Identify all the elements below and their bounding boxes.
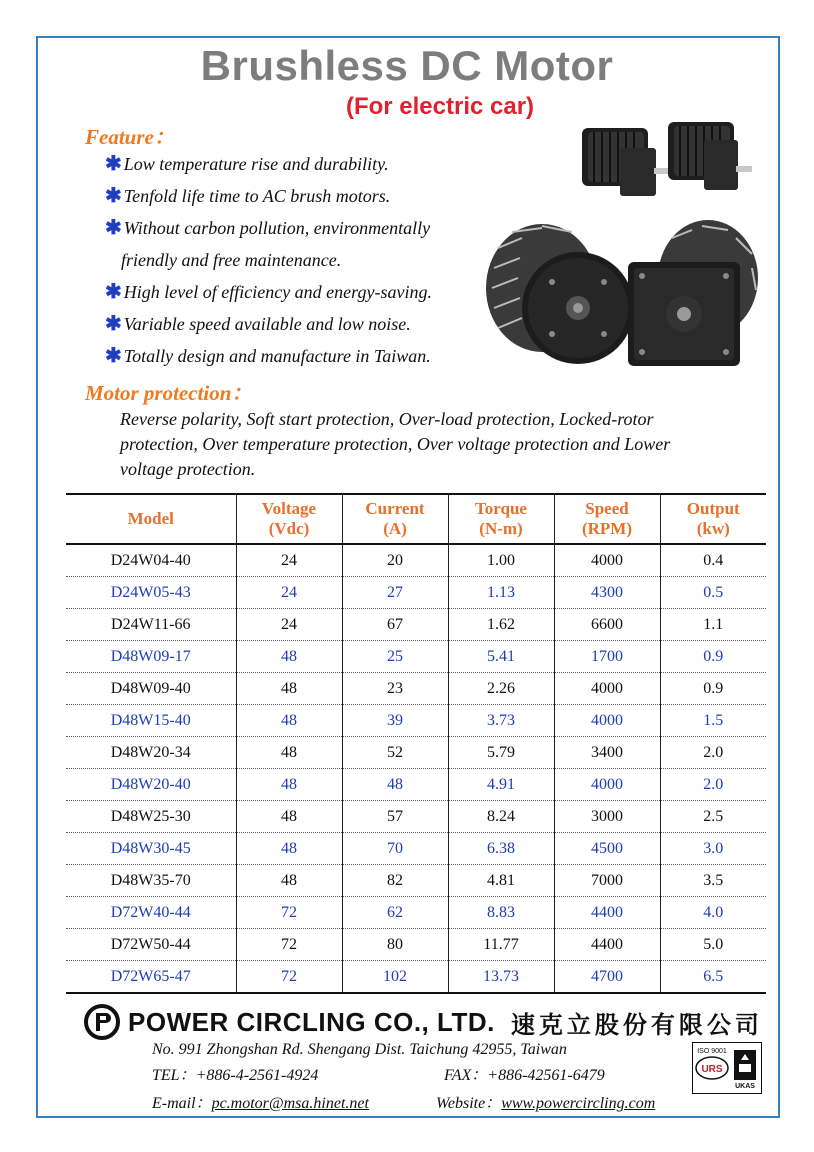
cell-model: D48W35-70: [66, 865, 236, 897]
cell-model: D48W20-34: [66, 737, 236, 769]
table-row: [66, 737, 766, 769]
cell-torque: 1.13: [448, 577, 554, 609]
cell-speed: 4000: [554, 705, 660, 737]
table-row: [66, 673, 766, 705]
cell-torque: 5.41: [448, 641, 554, 673]
cell-torque: 1.62: [448, 609, 554, 641]
company-logo-icon: [84, 1004, 120, 1040]
cell-voltage: 48: [236, 705, 342, 737]
small-motor-right: [668, 122, 752, 190]
cell-current: 23: [342, 673, 448, 705]
large-motor-right: [628, 220, 758, 366]
page-title: Brushless DC Motor: [200, 42, 614, 89]
cell-voltage: 24: [236, 544, 342, 577]
table-header-row: [66, 494, 766, 544]
fax: [444, 1066, 605, 1086]
cell-torque: 2.26: [448, 673, 554, 705]
asterisk-icon: ✱: [105, 185, 122, 207]
table-row: [66, 641, 766, 673]
fax-label: FAX：: [444, 1067, 488, 1084]
cell-output: 1.1: [660, 609, 766, 641]
table-row: [66, 609, 766, 641]
cell-speed: 4700: [554, 961, 660, 994]
small-motor-left: [582, 128, 670, 196]
asterisk-icon: ✱: [105, 345, 122, 367]
cell-model: D48W09-17: [66, 641, 236, 673]
cell-voltage: 48: [236, 641, 342, 673]
table-row: [66, 961, 766, 994]
cell-speed: 4000: [554, 673, 660, 705]
cell-output: 0.9: [660, 673, 766, 705]
cell-torque: 11.77: [448, 929, 554, 961]
cell-torque: 4.81: [448, 865, 554, 897]
cell-output: 5.0: [660, 929, 766, 961]
cell-output: 1.5: [660, 705, 766, 737]
tel-label: TEL：: [152, 1067, 196, 1084]
cell-output: 3.0: [660, 833, 766, 865]
table-row: [66, 544, 766, 577]
cell-torque: 1.00: [448, 544, 554, 577]
cell-torque: 8.24: [448, 801, 554, 833]
cell-torque: 13.73: [448, 961, 554, 994]
page-subtitle: (For electric car): [345, 93, 535, 120]
ukas-label: UKAS: [735, 1083, 755, 1090]
cell-speed: 4000: [554, 544, 660, 577]
cell-current: 39: [342, 705, 448, 737]
cell-current: 25: [342, 641, 448, 673]
cell-model: D48W30-45: [66, 833, 236, 865]
company-banner: [84, 1002, 763, 1042]
feature-item: ✱ High level of efficiency and energy-saving.: [105, 281, 432, 303]
cell-speed: 4300: [554, 577, 660, 609]
cell-current: 102: [342, 961, 448, 994]
cell-speed: 6600: [554, 609, 660, 641]
cell-speed: 4000: [554, 769, 660, 801]
feature-item: ✱ Variable speed available and low noise.: [105, 313, 411, 335]
cell-model: D48W20-40: [66, 769, 236, 801]
company-name: POWER CIRCLING CO., LTD.: [128, 1006, 495, 1037]
feature-item: ✱ Totally design and manufacture in Taiwan.: [105, 345, 431, 367]
cell-output: 3.5: [660, 865, 766, 897]
cell-output: 2.0: [660, 769, 766, 801]
telephone: [152, 1066, 318, 1086]
cell-speed: 3000: [554, 801, 660, 833]
large-motors-photo: [482, 218, 762, 368]
email-link[interactable]: pc.motor@msa.hinet.net: [211, 1095, 369, 1112]
email-label: E-mail：: [152, 1095, 212, 1112]
feature-list: [105, 148, 475, 372]
cell-current: 80: [342, 929, 448, 961]
table-row: [66, 929, 766, 961]
cell-voltage: 72: [236, 897, 342, 929]
urs-label: URS: [701, 1064, 723, 1075]
company-address: No. 991 Zhongshan Rd. Shengang Dist. Taichung 42955, Taiwan: [152, 1041, 567, 1058]
header-current: Current (A): [342, 494, 448, 544]
cell-output: 2.0: [660, 737, 766, 769]
feature-item: ✱ Without carbon pollution, environmentally: [105, 217, 431, 239]
cell-output: 6.5: [660, 961, 766, 994]
cell-output: 4.0: [660, 897, 766, 929]
cell-speed: 4500: [554, 833, 660, 865]
fax-number: +886-42561-6479: [487, 1067, 605, 1084]
website: [436, 1094, 655, 1114]
cell-speed: 3400: [554, 737, 660, 769]
asterisk-icon: ✱: [105, 217, 122, 239]
company-name-chinese: 速克立股份有限公司: [510, 1010, 763, 1039]
cell-output: 2.5: [660, 801, 766, 833]
cell-voltage: 24: [236, 609, 342, 641]
cell-model: D24W04-40: [66, 544, 236, 577]
header-speed: Speed (RPM): [554, 494, 660, 544]
cell-output: 0.4: [660, 544, 766, 577]
cell-torque: 3.73: [448, 705, 554, 737]
cell-speed: 4400: [554, 929, 660, 961]
motor-protection-heading: Motor protection：: [85, 381, 253, 405]
small-motors-photo: [576, 118, 756, 208]
feature-item: ✱ Low temperature rise and durability.: [105, 153, 389, 175]
table-row: [66, 801, 766, 833]
cell-torque: 6.38: [448, 833, 554, 865]
certification-badge: [692, 1042, 762, 1094]
large-motor-left: [486, 224, 634, 364]
table-row: [66, 769, 766, 801]
asterisk-icon: ✱: [105, 313, 122, 335]
cell-speed: 1700: [554, 641, 660, 673]
cell-torque: 8.83: [448, 897, 554, 929]
email: [152, 1094, 369, 1114]
cell-current: 70: [342, 833, 448, 865]
cell-voltage: 24: [236, 577, 342, 609]
cell-model: D72W40-44: [66, 897, 236, 929]
cell-model: D72W65-47: [66, 961, 236, 994]
feature-item: ✱ Tenfold life time to AC brush motors.: [105, 185, 391, 207]
cell-voltage: 48: [236, 865, 342, 897]
cell-voltage: 72: [236, 929, 342, 961]
header-voltage: Voltage (Vdc): [236, 494, 342, 544]
cell-speed: 4400: [554, 897, 660, 929]
cell-current: 57: [342, 801, 448, 833]
table-row: [66, 833, 766, 865]
cell-model: D24W05-43: [66, 577, 236, 609]
tel-number: +886-4-2561-4924: [195, 1067, 319, 1084]
cell-model: D72W50-44: [66, 929, 236, 961]
table-row: [66, 897, 766, 929]
table-row: [66, 577, 766, 609]
cell-model: D48W15-40: [66, 705, 236, 737]
motor-protection-text: Reverse polarity, Soft start protection, Over-load protection, Locked-rotor protection, Over temperature protection, Over voltage protection and Lower voltage protection.: [120, 409, 671, 479]
asterisk-icon: ✱: [105, 281, 122, 303]
cell-model: D48W09-40: [66, 673, 236, 705]
spec-table: [66, 493, 766, 994]
cell-torque: 4.91: [448, 769, 554, 801]
cell-current: 62: [342, 897, 448, 929]
table-row: [66, 865, 766, 897]
cell-voltage: 48: [236, 833, 342, 865]
cell-current: 20: [342, 544, 448, 577]
cell-output: 0.5: [660, 577, 766, 609]
feature-item-continued: friendly and free maintenance.: [121, 250, 342, 270]
header-torque: Torque (N-m): [448, 494, 554, 544]
header-output: Output (kw): [660, 494, 766, 544]
cell-torque: 5.79: [448, 737, 554, 769]
asterisk-icon: ✱: [105, 153, 122, 175]
cell-voltage: 48: [236, 801, 342, 833]
cell-speed: 7000: [554, 865, 660, 897]
cell-voltage: 48: [236, 737, 342, 769]
cell-model: D48W25-30: [66, 801, 236, 833]
cell-current: 27: [342, 577, 448, 609]
cell-current: 82: [342, 865, 448, 897]
website-link[interactable]: www.powercircling.com: [501, 1095, 656, 1112]
cell-voltage: 48: [236, 673, 342, 705]
iso-label: ISO 9001: [697, 1048, 727, 1055]
cell-current: 67: [342, 609, 448, 641]
cell-model: D24W11-66: [66, 609, 236, 641]
cell-current: 48: [342, 769, 448, 801]
website-label: Website：: [436, 1095, 502, 1112]
header-model: Model: [66, 494, 236, 544]
table-row: [66, 705, 766, 737]
feature-heading: Feature：: [85, 125, 175, 149]
cell-current: 52: [342, 737, 448, 769]
cell-voltage: 48: [236, 769, 342, 801]
cell-voltage: 72: [236, 961, 342, 994]
cell-output: 0.9: [660, 641, 766, 673]
